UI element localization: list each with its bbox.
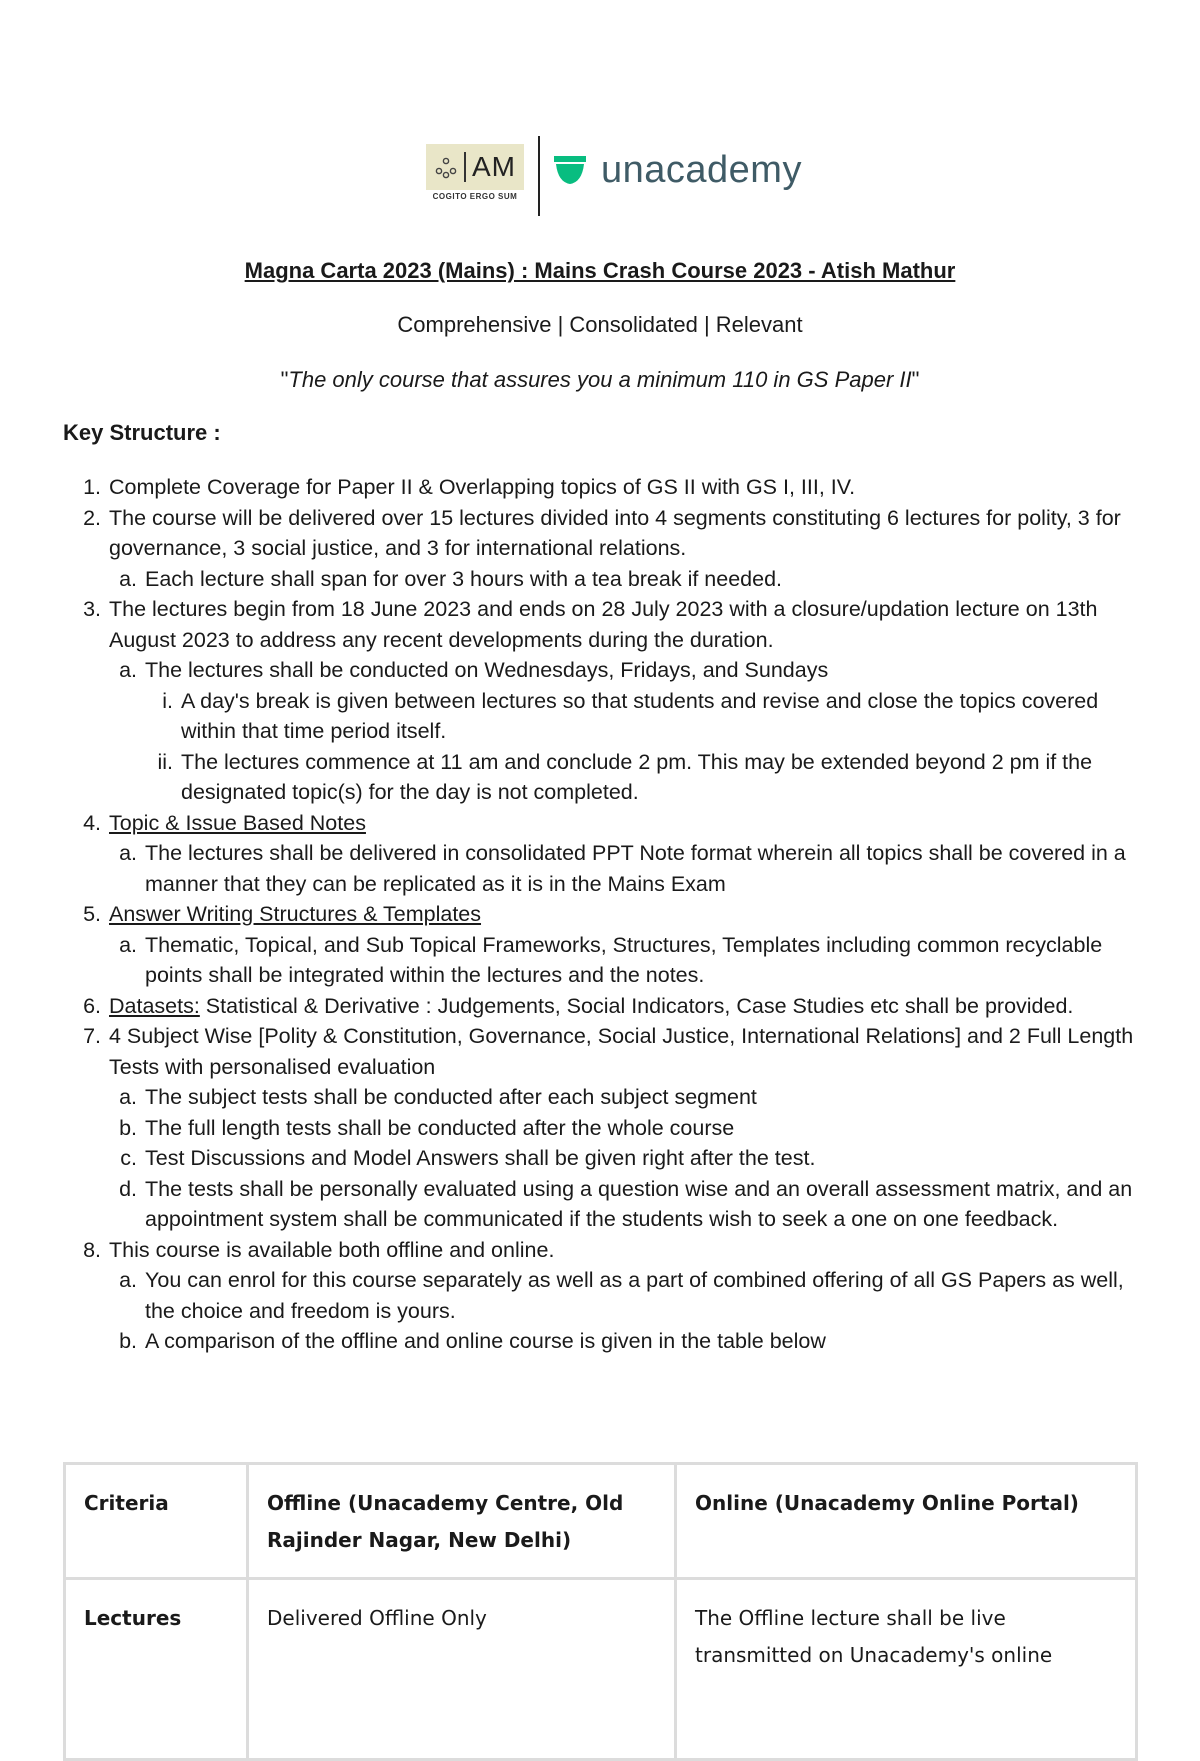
list-marker: 7.	[83, 1024, 101, 1048]
list-marker: d.	[119, 1176, 137, 1201]
sub-list-item	[63, 1113, 1143, 1144]
sub-list-item	[63, 838, 1143, 899]
dots-icon	[434, 156, 458, 180]
am-logo-subtitle: COGITO ERGO SUM	[432, 192, 518, 201]
list-item-text: The full length tests shall be conducted after the whole course	[145, 1115, 735, 1140]
list-item	[63, 1021, 1143, 1082]
am-logo	[426, 144, 524, 190]
table-header-cell: Criteria	[65, 1464, 248, 1579]
list-item-text: The tests shall be personally evaluated using a question wise and an overall assessment matrix, and an appointment system shall be communicated if the students wish to seek a one on one feedback.	[145, 1176, 1133, 1231]
list-marker: a.	[119, 566, 137, 591]
list-item-text: You can enrol for this course separately as well as a part of combined offering of all GS Papers as well, the choice and freedom is yours.	[145, 1268, 1124, 1323]
list-marker: a.	[119, 841, 137, 865]
logo-divider	[538, 136, 540, 216]
list-marker: a.	[119, 932, 137, 957]
list-marker: 8.	[83, 1237, 101, 1262]
sub-list-item	[63, 1265, 1143, 1326]
list-marker: 6.	[83, 993, 101, 1018]
datasets-label: Datasets:	[109, 993, 200, 1018]
sub-list-item	[63, 1174, 1143, 1235]
page-title: Magna Carta 2023 (Mains) : Mains Crash Course 2023 - Atish Mathur	[244, 258, 956, 283]
list-item-text: The lectures begin from 18 June 2023 and ends on 28 July 2023 with a closure/updation lecture on 13th August 2023 to address any recent developments during the duration.	[109, 597, 1098, 652]
sub-list-item	[63, 564, 1143, 595]
quote-open: "	[280, 367, 289, 392]
table-cell: The Offline lecture shall be live transmitted on Unacademy's online	[676, 1579, 1137, 1760]
list-item-text: Topic & Issue Based Notes	[109, 810, 366, 835]
quote-close: "	[911, 367, 920, 392]
list-item	[63, 1235, 1143, 1266]
header-logos	[0, 132, 1200, 222]
list-item-text: A day's break is given between lectures so that students and revise and close the topics covered within that time period itself.	[181, 688, 1099, 743]
tagline: Comprehensive | Consolidated | Relevant	[397, 312, 803, 337]
list-item-text: The lectures commence at 11 am and conclude 2 pm. This may be extended beyond 2 pm if the designated topic(s) for the day is not completed.	[181, 749, 1093, 804]
sub-list-item	[63, 1082, 1143, 1113]
list-item-text: Each lecture shall span for over 3 hours with a tea break if needed.	[145, 566, 783, 591]
am-logo-text: AM	[472, 151, 516, 182]
list-item	[63, 991, 1143, 1022]
list-item-text: The lectures shall be conducted on Wednesdays, Fridays, and Sundays	[145, 658, 829, 682]
list-marker: b.	[119, 1329, 137, 1353]
list-marker: c.	[120, 1146, 137, 1170]
list-item	[63, 472, 1143, 503]
key-structure-heading: Key Structure :	[63, 420, 221, 445]
unacademy-wordmark: unacademy	[601, 149, 802, 191]
list-marker: a.	[119, 1268, 137, 1292]
sub-list-item	[63, 930, 1143, 991]
table-cell: Lectures	[65, 1579, 248, 1760]
list-marker: 2.	[83, 505, 101, 530]
sub-sub-list-item	[63, 747, 1143, 808]
table-header-row	[65, 1464, 1137, 1579]
list-item	[63, 594, 1143, 655]
list-marker: a.	[119, 1085, 137, 1109]
list-marker: ii.	[157, 749, 173, 774]
list-item	[63, 503, 1143, 564]
sub-list-item	[63, 1326, 1143, 1357]
list-item-text: The course will be delivered over 15 lectures divided into 4 segments constituting 6 lectures for polity, 3 for governance, 3 social justice, and 3 for international relations.	[109, 505, 1121, 560]
list-item	[63, 899, 1143, 930]
list-marker: b.	[119, 1115, 137, 1140]
list-item-text: Test Discussions and Model Answers shall be given right after the test.	[145, 1146, 816, 1170]
key-structure-list	[63, 472, 1143, 1357]
list-marker: 1.	[83, 475, 101, 499]
list-item-text: The subject tests shall be conducted after each subject segment	[145, 1085, 757, 1109]
list-item-text: This course is available both offline and online.	[109, 1237, 555, 1262]
sub-list-item	[63, 655, 1143, 686]
sub-list-item	[63, 1143, 1143, 1174]
list-marker: i.	[162, 688, 173, 713]
list-item-text: Answer Writing Structures & Templates	[109, 902, 482, 926]
quote-text: The only course that assures you a minimum 110 in GS Paper II	[288, 367, 912, 392]
list-marker: a.	[119, 658, 137, 682]
list-marker: 3.	[83, 597, 101, 621]
sub-sub-list-item	[63, 686, 1143, 747]
list-item	[63, 808, 1143, 839]
quote	[0, 367, 1200, 393]
list-item-text: 4 Subject Wise [Polity & Constitution, Governance, Social Justice, International Relations] and 2 Full Length Tests with personalised evaluation	[109, 1024, 1134, 1079]
list-item-text: Thematic, Topical, and Sub Topical Frameworks, Structures, Templates including common recyclable points shall be integrated within the lectures and the notes.	[145, 932, 1103, 987]
unacademy-icon	[552, 154, 588, 188]
am-divider	[464, 152, 466, 182]
table-header-cell: Online (Unacademy Online Portal)	[676, 1464, 1137, 1579]
list-item-text: A comparison of the offline and online course is given in the table below	[145, 1329, 826, 1353]
list-item-text: Complete Coverage for Paper II & Overlapping topics of GS II with GS I, III, IV.	[109, 475, 856, 499]
table-row	[65, 1579, 1137, 1760]
list-item-text: The lectures shall be delivered in consolidated PPT Note format wherein all topics shall be covered in a manner that they can be replicated as it is in the Mains Exam	[145, 841, 1126, 896]
list-item-text: Statistical & Derivative : Judgements, Social Indicators, Case Studies etc shall be provided.	[199, 993, 1074, 1018]
list-marker: 4.	[83, 810, 101, 835]
comparison-table	[63, 1462, 1138, 1761]
table-cell: Delivered Offline Only	[248, 1579, 676, 1760]
list-marker: 5.	[83, 902, 101, 926]
table-header-cell: Offline (Unacademy Centre, Old Rajinder Nagar, New Delhi)	[248, 1464, 676, 1579]
